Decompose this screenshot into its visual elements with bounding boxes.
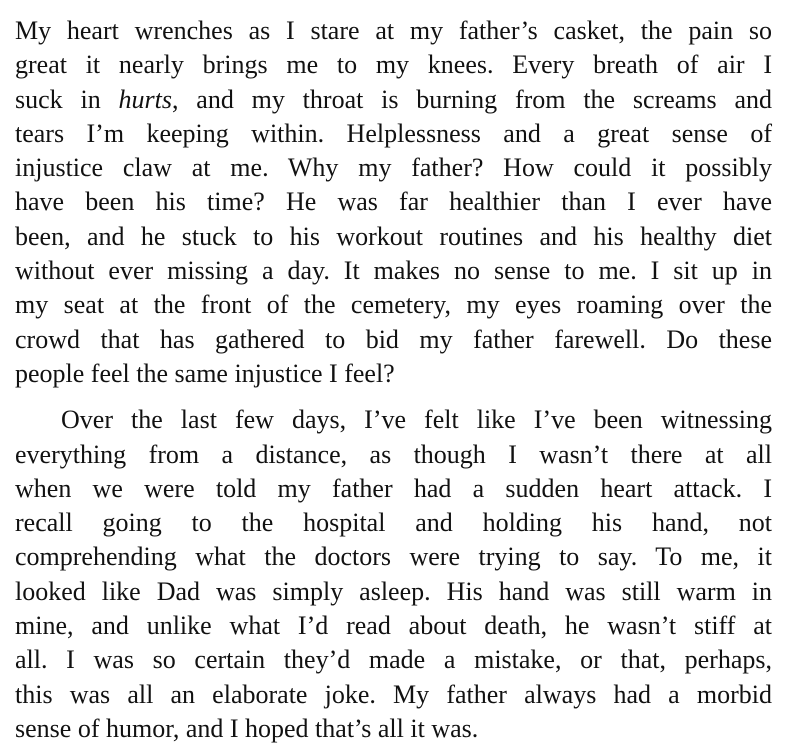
text-line: looked like Dad was simply asleep. His hand was still warm in — [15, 576, 772, 606]
text-run: , and my throat is burning from the screams and — [171, 84, 772, 114]
text-line: without ever missing a day. It makes no sense to me. I sit up in — [15, 256, 772, 286]
text-line: this was all an elaborate joke. My father always had a morbid — [15, 679, 772, 709]
text-line — [15, 83, 772, 117]
text-line: comprehending what the doctors were trying to say. To me, it — [15, 542, 772, 572]
text-line: great it nearly brings me to my knees. Every breath of air I — [15, 50, 772, 80]
emphasized-word: hurts — [118, 84, 172, 114]
text-line: all. I was so certain they’d made a mistake, or that, perhaps, — [15, 645, 772, 675]
text-line: injustice claw at me. Why my father? How could it possibly — [15, 153, 772, 183]
text-line: crowd that has gathered to bid my father farewell. Do these — [15, 324, 772, 354]
text-line: my seat at the front of the cemetery, my eyes roaming over the — [15, 290, 772, 320]
text-line: recall going to the hospital and holding his hand, not — [15, 508, 772, 538]
text-body — [15, 14, 772, 746]
text-line: have been his time? He was far healthier than I ever have — [15, 187, 772, 217]
text-line: mine, and unlike what I’d read about death, he wasn’t stiff at — [15, 611, 772, 641]
text-line: everything from a distance, as though I wasn’t there at all — [15, 439, 772, 469]
text-line: people feel the same injustice I feel? — [15, 358, 395, 388]
text-line: sense of humor, and I hoped that’s all it was. — [15, 713, 479, 743]
paragraph-1 — [15, 14, 772, 391]
text-run: suck in — [15, 84, 119, 114]
text-line: Over the last few days, I’ve felt like I’ve been witnessing — [61, 405, 772, 435]
text-line: tears I’m keeping within. Helplessness and a great sense of — [15, 118, 772, 148]
text-line: My heart wrenches as I stare at my father’s casket, the pain so — [15, 16, 772, 45]
paragraph-2 — [15, 403, 772, 746]
text-line: when we were told my father had a sudden heart attack. I — [15, 473, 772, 503]
text-line: been, and he stuck to his workout routines and his healthy diet — [15, 221, 772, 251]
